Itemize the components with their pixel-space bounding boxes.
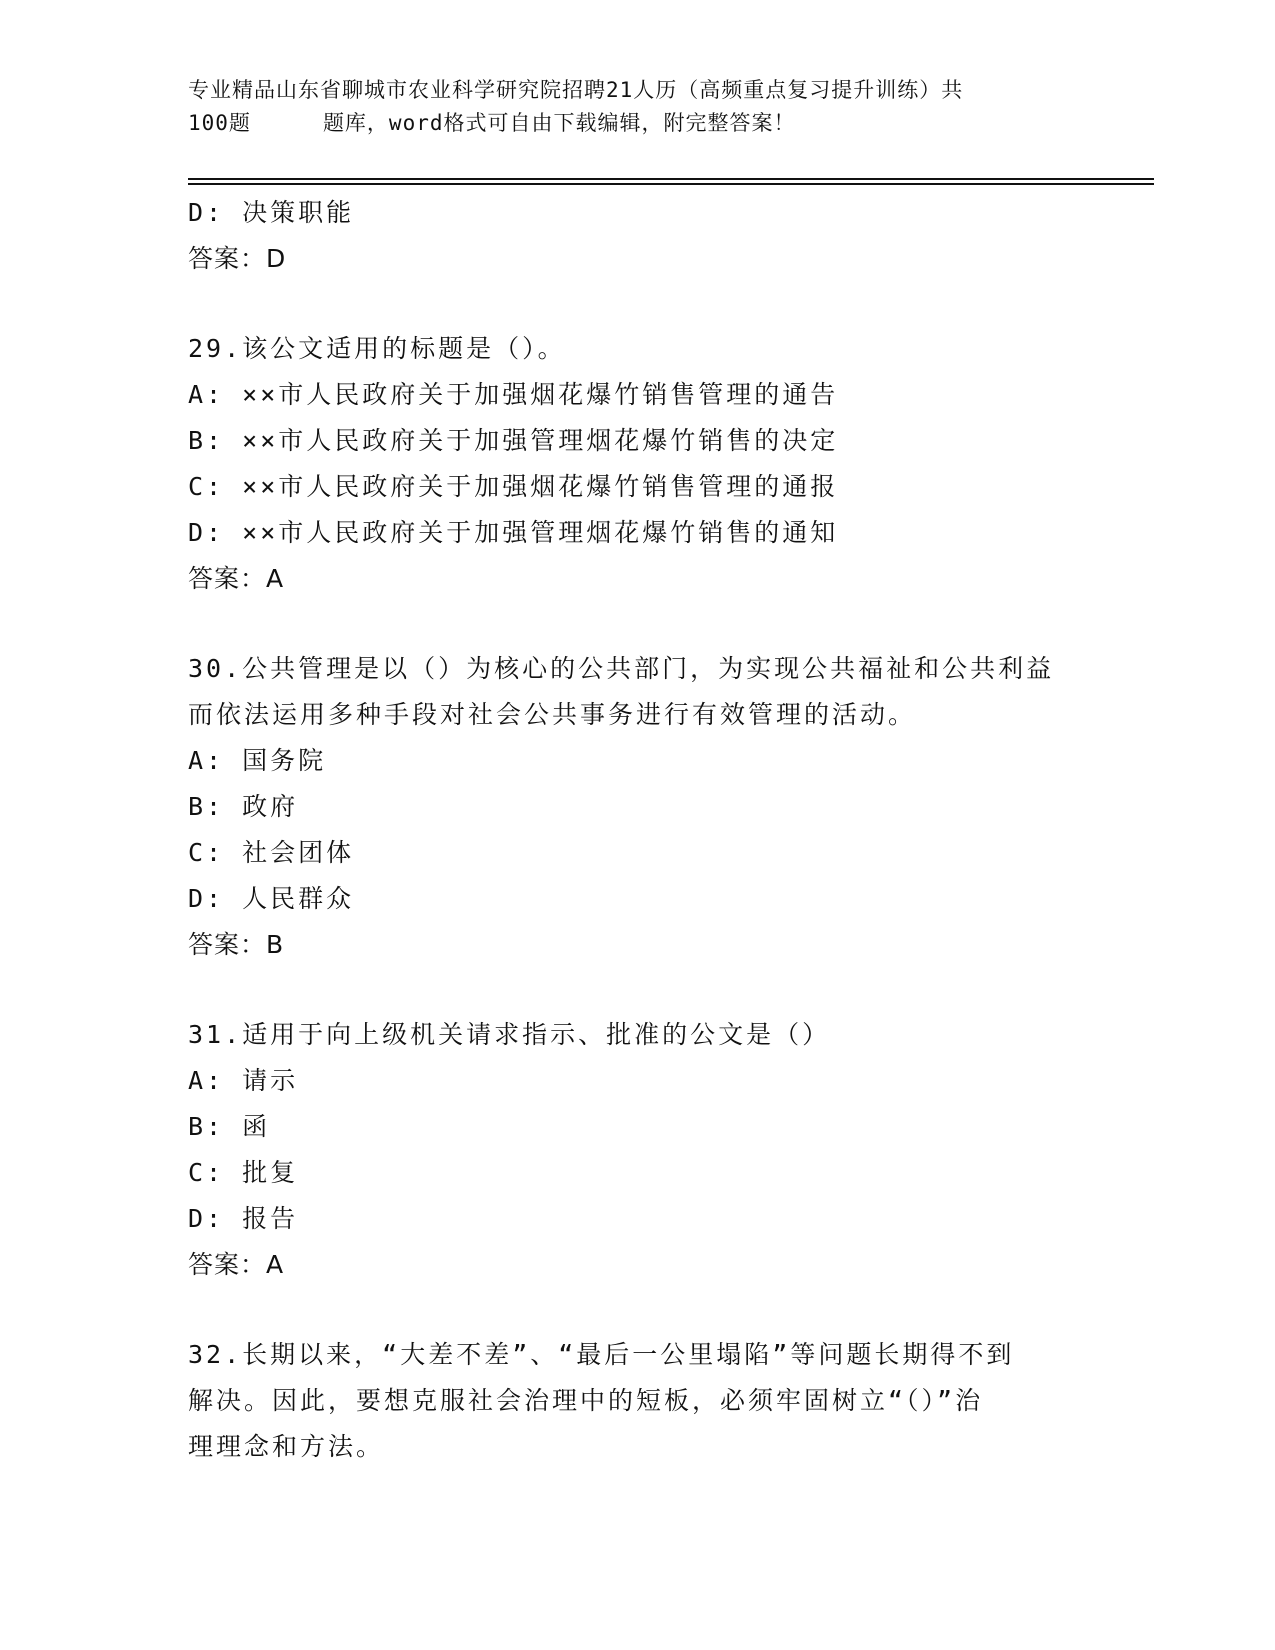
document-header — [188, 74, 1088, 140]
option-a: A: 请示 — [188, 1066, 299, 1095]
spacer — [188, 968, 1148, 1012]
header-line-2-right: 题库，word格式可自由下载编辑，附完整答案！ — [322, 111, 796, 135]
option-d: D: 报告 — [188, 1204, 299, 1233]
question-stem-line-3: 理理念和方法。 — [188, 1432, 385, 1461]
question-28 — [188, 190, 1148, 282]
option-d: D: 决策职能 — [188, 198, 355, 227]
header-gap — [251, 107, 323, 140]
answer: 答案：B — [188, 930, 285, 959]
option-d: D: ××市人民政府关于加强管理烟花爆竹销售的通知 — [188, 518, 839, 547]
option-c: C: ××市人民政府关于加强烟花爆竹销售管理的通报 — [188, 472, 839, 501]
question-stem: 31.适用于向上级机关请求指示、批准的公文是（） — [188, 1020, 831, 1049]
option-d: D: 人民群众 — [188, 884, 355, 913]
spacer — [188, 282, 1148, 326]
question-29 — [188, 326, 1148, 602]
question-stem-line-1: 30.公共管理是以（）为核心的公共部门，为实现公共福祉和公共利益 — [188, 654, 1055, 683]
option-a: A: 国务院 — [188, 746, 327, 775]
spacer — [188, 602, 1148, 646]
question-stem-line-2: 解决。因此，要想克服社会治理中的短板，必须牢固树立“（）”治 — [188, 1386, 984, 1415]
answer: 答案：A — [188, 1250, 285, 1279]
header-line-2 — [188, 107, 1088, 140]
question-stem-line-2: 而依法运用多种手段对社会公共事务进行有效管理的活动。 — [188, 700, 917, 729]
option-b: B: ××市人民政府关于加强管理烟花爆竹销售的决定 — [188, 426, 839, 455]
header-rule-bottom — [188, 183, 1154, 185]
header-line-1: 专业精品山东省聊城市农业科学研究院招聘21人历（高频重点复习提升训练）共 — [188, 78, 964, 102]
option-a: A: ××市人民政府关于加强烟花爆竹销售管理的通告 — [188, 380, 839, 409]
answer: 答案：D — [188, 244, 287, 273]
option-c: C: 批复 — [188, 1158, 299, 1187]
option-b: B: 政府 — [188, 792, 299, 821]
document-body — [188, 190, 1148, 1470]
option-b: B: 函 — [188, 1112, 271, 1141]
option-c: C: 社会团体 — [188, 838, 355, 867]
question-stem: 29.该公文适用的标题是（）。 — [188, 334, 566, 363]
question-32 — [188, 1332, 1148, 1470]
answer: 答案：A — [188, 564, 285, 593]
question-stem-line-1: 32.长期以来，“大差不差”、“最后一公里塌陷”等问题长期得不到 — [188, 1340, 1015, 1369]
question-30 — [188, 646, 1148, 968]
header-rule-top — [188, 178, 1154, 180]
header-line-2-left: 100题 — [188, 111, 251, 135]
spacer — [188, 1288, 1148, 1332]
question-31 — [188, 1012, 1148, 1288]
